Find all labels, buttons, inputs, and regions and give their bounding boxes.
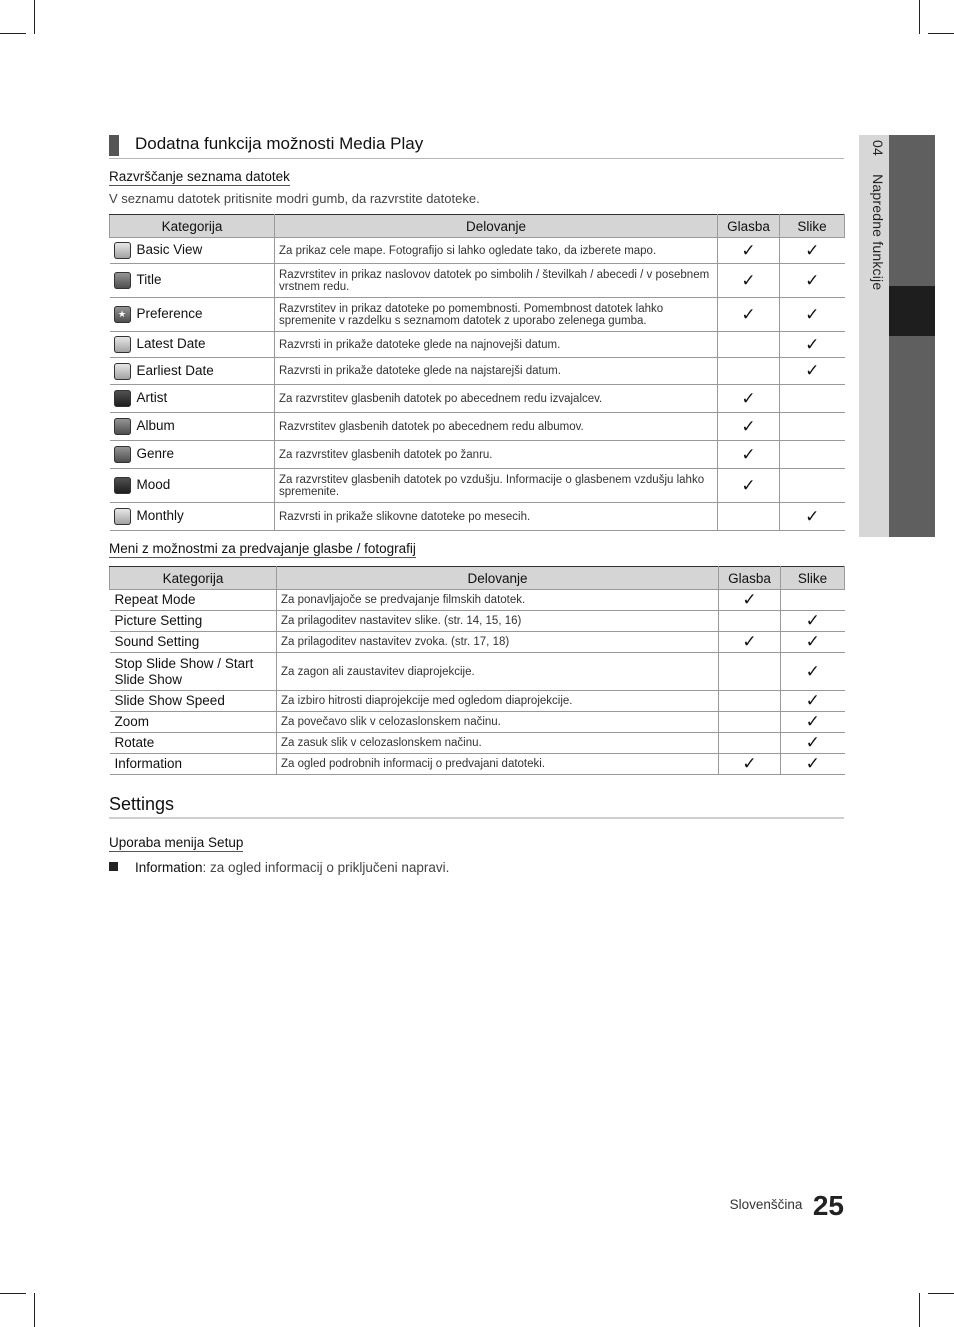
category-cell xyxy=(110,441,275,469)
category-cell xyxy=(110,385,275,413)
section-header xyxy=(109,134,844,159)
description-cell: Razvrstitev in prikaz datoteke po pomembnosti. Pomembnost datotek lahko spremenite v razdelku s seznamom datotek z uporabo zelenega gumba. xyxy=(275,298,718,332)
category-name: Earliest Date xyxy=(136,362,214,378)
table-row xyxy=(110,332,845,358)
photo-check: ✓ xyxy=(780,264,845,298)
photo-check: ✓ xyxy=(781,611,845,632)
settings-title: Settings xyxy=(109,794,844,819)
category-name: Picture Setting xyxy=(110,611,277,632)
description-cell: Za prikaz cele mape. Fotografijo si lahko ogledate tako, da izberete mapo. xyxy=(275,238,718,264)
table-row xyxy=(110,441,845,469)
music-check xyxy=(719,712,781,733)
description-cell: Za prilagoditev nastavitev slike. (str. 14, 15, 16) xyxy=(277,611,719,632)
music-check: ✓ xyxy=(719,590,781,611)
page-footer xyxy=(730,1190,844,1222)
bullet-square-icon xyxy=(109,862,118,871)
music-check: ✓ xyxy=(719,754,781,775)
description-cell: Za razvrstitev glasbenih datotek po žanru. xyxy=(275,441,718,469)
side-tab-dark xyxy=(889,135,935,537)
music-check: ✓ xyxy=(718,238,780,264)
photo-check xyxy=(780,385,845,413)
music-check xyxy=(718,503,780,531)
music-check: ✓ xyxy=(718,441,780,469)
settings-bullet xyxy=(109,860,449,875)
category-cell xyxy=(110,332,275,358)
star-icon: ★ xyxy=(114,306,131,323)
photo-check: ✓ xyxy=(781,653,845,691)
calendar-latest-icon xyxy=(114,336,131,353)
table-row xyxy=(110,611,845,632)
music-check: ✓ xyxy=(718,413,780,441)
table-row xyxy=(110,238,845,264)
sort-subtitle: Razvrščanje seznama datotek xyxy=(109,169,290,184)
folder-icon xyxy=(114,242,131,259)
category-name: Preference xyxy=(136,306,203,322)
photo-check xyxy=(781,590,845,611)
category-name: Rotate xyxy=(110,733,277,754)
photo-check: ✓ xyxy=(781,733,845,754)
table-row xyxy=(110,733,845,754)
description-cell: Za razvrstitev glasbenih datotek po vzdušju. Informacije o glasbenem vzdušju lahko spremenite. xyxy=(275,469,718,503)
table-row xyxy=(110,653,845,691)
photo-check: ✓ xyxy=(780,358,845,385)
description-cell: Razvrsti in prikaže slikovne datoteke po mesecih. xyxy=(275,503,718,531)
category-name: Stop Slide Show / Start Slide Show xyxy=(110,653,277,691)
play-menu-table xyxy=(109,566,845,775)
table-row xyxy=(110,385,845,413)
music-check xyxy=(719,611,781,632)
side-tab-label xyxy=(866,140,886,340)
header-delovanje: Delovanje xyxy=(277,567,719,590)
music-check xyxy=(718,332,780,358)
music-check: ✓ xyxy=(718,264,780,298)
category-name: Monthly xyxy=(136,508,184,524)
category-name: Genre xyxy=(136,446,175,462)
description-cell: Za ponavljajoče se predvajanje filmskih datotek. xyxy=(277,590,719,611)
description-cell: Razvrstitev in prikaz naslovov datotek po simbolih / številkah / abecedi / v posebnem vrstnem redu. xyxy=(275,264,718,298)
bullet-term: Information xyxy=(135,860,203,875)
table-row xyxy=(110,503,845,531)
sort-table xyxy=(109,214,845,531)
table-row xyxy=(110,298,845,332)
music-check xyxy=(719,653,781,691)
header-slike: Slike xyxy=(780,215,845,238)
section-bar xyxy=(109,135,119,156)
header-kategorija: Kategorija xyxy=(110,215,275,238)
category-name: Basic View xyxy=(136,242,203,258)
category-name: Album xyxy=(136,418,175,434)
album-icon xyxy=(114,418,131,435)
photo-check: ✓ xyxy=(781,632,845,653)
table-row xyxy=(110,691,845,712)
description-cell: Za zasuk slik v celozaslonskem načinu. xyxy=(277,733,719,754)
header-glasba: Glasba xyxy=(718,215,780,238)
genre-icon xyxy=(114,446,131,463)
music-check xyxy=(719,691,781,712)
photo-check: ✓ xyxy=(781,754,845,775)
category-cell xyxy=(110,503,275,531)
category-cell xyxy=(110,264,275,298)
description-cell: Za ogled podrobnih informacij o predvajani datoteki. xyxy=(277,754,719,775)
header-delovanje: Delovanje xyxy=(275,215,718,238)
photo-check: ✓ xyxy=(780,238,845,264)
music-check: ✓ xyxy=(719,632,781,653)
description-cell: Razvrstitev glasbenih datotek po abecednem redu albumov. xyxy=(275,413,718,441)
category-name: Repeat Mode xyxy=(110,590,277,611)
photo-check xyxy=(780,413,845,441)
section-title: Dodatna funkcija možnosti Media Play xyxy=(135,134,424,153)
category-cell xyxy=(110,469,275,503)
category-name: Artist xyxy=(136,390,168,406)
sort-intro: V seznamu datotek pritisnite modri gumb, da razvrstite datoteke. xyxy=(109,191,480,206)
category-cell xyxy=(110,238,275,264)
page-number: 25 xyxy=(812,1190,844,1221)
header-glasba: Glasba xyxy=(719,567,781,590)
table-row xyxy=(110,632,845,653)
table-row xyxy=(110,264,845,298)
play-menu-subtitle: Meni z možnostmi za predvajanje glasbe / fotografij xyxy=(109,541,416,556)
photo-check xyxy=(780,469,845,503)
table-row xyxy=(110,754,845,775)
description-cell: Razvrsti in prikaže datoteke glede na najstarejši datum. xyxy=(275,358,718,385)
artist-icon xyxy=(114,390,131,407)
category-name: Slide Show Speed xyxy=(110,691,277,712)
description-cell: Za povečavo slik v celozaslonskem načinu. xyxy=(277,712,719,733)
photo-check: ✓ xyxy=(780,332,845,358)
header-kategorija: Kategorija xyxy=(110,567,277,590)
sort-table-header xyxy=(110,215,845,238)
table-row xyxy=(110,413,845,441)
footer-language: Slovenščina xyxy=(729,1197,803,1212)
music-check: ✓ xyxy=(718,298,780,332)
category-cell xyxy=(110,298,275,332)
bullet-text: : za ogled informacij o priključeni napravi. xyxy=(202,860,450,875)
photo-check: ✓ xyxy=(780,298,845,332)
table-row xyxy=(110,469,845,503)
category-cell xyxy=(110,413,275,441)
category-name: Title xyxy=(136,272,162,288)
category-name: Mood xyxy=(136,477,171,493)
category-name: Zoom xyxy=(110,712,277,733)
music-check xyxy=(719,733,781,754)
description-cell: Za izbiro hitrosti diaprojekcije med ogledom diaprojekcije. xyxy=(277,691,719,712)
chapter-number: 04 xyxy=(870,140,886,156)
photo-check: ✓ xyxy=(781,691,845,712)
chapter-label: Napredne funkcije xyxy=(870,174,886,291)
monthly-icon xyxy=(114,508,131,525)
description-cell: Za prilagoditev nastavitev zvoka. (str. 17, 18) xyxy=(277,632,719,653)
music-check xyxy=(718,358,780,385)
table-row xyxy=(110,590,845,611)
table-row xyxy=(110,358,845,385)
title-icon xyxy=(114,272,131,289)
photo-check xyxy=(780,441,845,469)
calendar-earliest-icon xyxy=(114,363,131,380)
header-slike: Slike xyxy=(781,567,845,590)
description-cell: Za razvrstitev glasbenih datotek po abecednem redu izvajalcev. xyxy=(275,385,718,413)
play-menu-table-header xyxy=(110,567,845,590)
description-cell: Za zagon ali zaustavitev diaprojekcije. xyxy=(277,653,719,691)
photo-check: ✓ xyxy=(781,712,845,733)
category-name: Latest Date xyxy=(136,336,206,352)
description-cell: Razvrsti in prikaže datoteke glede na najnovejši datum. xyxy=(275,332,718,358)
music-check: ✓ xyxy=(718,469,780,503)
category-cell xyxy=(110,358,275,385)
category-name: Sound Setting xyxy=(110,632,277,653)
table-row xyxy=(110,712,845,733)
mood-icon xyxy=(114,477,131,494)
music-check: ✓ xyxy=(718,385,780,413)
settings-subtitle: Uporaba menija Setup xyxy=(109,835,244,850)
side-tab-marker xyxy=(889,286,935,336)
photo-check: ✓ xyxy=(780,503,845,531)
category-name: Information xyxy=(110,754,277,775)
